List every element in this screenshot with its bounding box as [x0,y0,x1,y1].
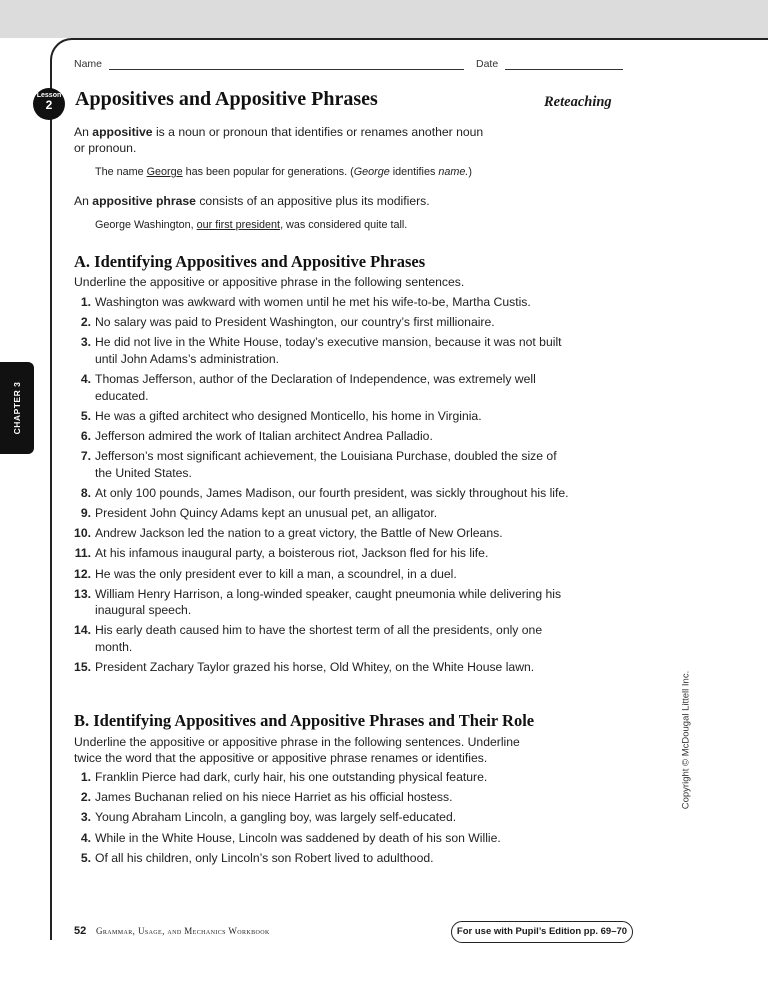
definition-appositive [74,125,483,156]
list-item [74,428,574,445]
list-item [74,789,574,806]
item-text: At only 100 pounds, James Madison, our fourth president, was sickly throughout his life. [95,485,569,500]
list-item [74,545,574,562]
ex1-italic1: George [353,166,390,178]
chapter-tab-label: CHAPTER 3 [12,381,22,435]
item-text: Thomas Jefferson, author of the Declaration of Independence, was extremely well educated. [95,372,536,403]
list-item [74,371,574,404]
section-a-list [74,294,574,679]
name-line [74,58,464,70]
def1-line2: or pronoun. [74,140,137,155]
date-blank [505,58,623,70]
example-1 [95,166,472,178]
ex1-post: identifies [389,166,439,178]
example-2 [95,219,407,231]
item-number: 8. [80,485,91,500]
list-item [74,622,574,655]
ex1-pre: The name [95,166,147,178]
name-blank [109,58,464,70]
list-item [74,830,574,847]
ex1-close: ) [468,166,472,178]
page-title: Appositives and Appositive Phrases [75,88,378,110]
item-text: Jefferson’s most significant achievement, the Louisiana Purchase, doubled the size of the United States. [95,449,557,480]
item-text: At his infamous inaugural party, a boisterous riot, Jackson fled for his life. [95,546,489,561]
definition-appositive-phrase [74,194,430,210]
list-item [74,448,574,481]
lesson-number: 2 [45,98,53,112]
item-number: 3. [80,810,91,825]
item-text: He was a gifted architect who designed Monticello, his home in Virginia. [95,408,482,423]
item-text: James Buchanan relied on his niece Harriet as his official hostess. [95,790,453,805]
ex2-underlined-phrase: our first president [196,219,281,231]
page-subtitle: Reteaching [544,94,612,110]
item-text: Washington was awkward with women until he met his wife-to-be, Martha Custis. [95,295,531,309]
item-number: 5. [80,850,91,865]
section-b-instruction-line2: twice the word that the appositive or appositive phrase renames or identifies. [74,750,488,765]
item-number: 1. [80,295,91,309]
item-text: His early death caused him to have the shortest term of all the presidents, only one month. [95,623,543,654]
list-item [74,525,574,542]
def2-post: consists of an appositive plus its modifiers. [195,194,430,208]
copyright-notice: Copyright © McDougal Littell Inc. [680,670,692,810]
list-item [74,769,574,786]
list-item [74,294,574,311]
edition-reference-badge: For use with Pupil’s Edition pp. 69–70 [451,921,633,943]
section-b-list [74,769,574,870]
item-number: 4. [80,830,91,845]
list-item [74,566,574,583]
list-item [74,505,574,522]
section-a-instruction: Underline the appositive or appositive phrase in the following sentences. [74,275,465,289]
ex1-underlined-word: George [146,166,183,178]
item-text: He did not live in the White House, today’s executive mansion, because it was not built until John Adams’s administration. [95,335,562,366]
item-text: William Henry Harrison, a long-winded speaker, caught pneumonia while delivering his inaugural speech. [95,586,562,618]
item-number: 15. [74,660,91,675]
ex1-italic2: name. [438,166,469,178]
item-number: 9. [80,506,91,520]
section-a-heading: A. Identifying Appositives and Appositive Phrases [74,252,426,271]
list-item [74,586,574,619]
lesson-badge [33,88,65,120]
date-label: Date [476,58,499,70]
item-text: Andrew Jackson led the nation to a great victory, the Battle of New Orleans. [95,526,503,541]
section-b-heading: B. Identifying Appositives and Appositive Phrases and Their Role [74,711,535,730]
ex1-mid: has been popular for generations. ( [182,166,354,178]
item-number: 3. [80,335,91,350]
list-item [74,314,574,331]
section-b-instruction-line1: Underline the appositive or appositive phrase in the following sentences. Underline [74,735,520,749]
list-item [74,485,574,502]
list-item [74,334,574,367]
item-text: Franklin Pierce had dark, curly hair, his one outstanding physical feature. [95,770,488,784]
lesson-word: Lesson [36,92,62,99]
list-item [74,659,574,676]
ex2-pre: George Washington, [95,219,197,231]
item-number: 13. [74,586,91,601]
item-number: 6. [80,428,91,443]
list-item [74,408,574,425]
def1-term: appositive [92,125,153,139]
ex2-post: , was considered quite tall. [280,219,408,231]
item-number: 2. [80,315,91,330]
item-text: President John Quincy Adams kept an unusual pet, an alligator. [95,506,438,520]
item-text: Young Abraham Lincoln, a gangling boy, was largely self-educated. [95,810,457,825]
def2-term: appositive phrase [92,194,196,208]
list-item [74,850,574,867]
item-number: 1. [80,770,91,784]
item-number: 7. [80,449,91,464]
item-text: Jefferson admired the work of Italian architect Andrea Palladio. [95,428,433,443]
list-item [74,809,574,826]
def1-post: is a noun or pronoun that identifies or renames another noun [152,125,484,139]
item-number: 2. [80,790,91,805]
item-number: 11. [74,546,91,561]
def2-pre: An [74,194,93,208]
item-text: He was the only president ever to kill a man, a scoundrel, in a duel. [95,566,457,581]
item-text: No salary was paid to President Washington, our country’s first millionaire. [95,315,495,330]
page-number: 52 [74,925,87,937]
item-text: Of all his children, only Lincoln’s son Robert lived to adulthood. [95,850,434,865]
item-number: 12. [74,566,91,581]
chapter-tab [0,362,34,454]
item-number: 10. [74,526,91,541]
name-label: Name [74,58,103,70]
section-b-instruction [74,735,520,766]
book-title: Grammar, Usage, and Mechanics Workbook [96,926,270,936]
item-number: 5. [80,408,91,423]
def1-pre: An [74,125,93,139]
item-text: President Zachary Taylor grazed his horse, Old Whitey, on the White House lawn. [95,660,535,675]
date-line [476,58,623,70]
top-gray-band [0,0,768,38]
item-number: 14. [74,623,91,638]
item-number: 4. [80,372,91,387]
item-text: While in the White House, Lincoln was saddened by death of his son Willie. [95,830,501,845]
